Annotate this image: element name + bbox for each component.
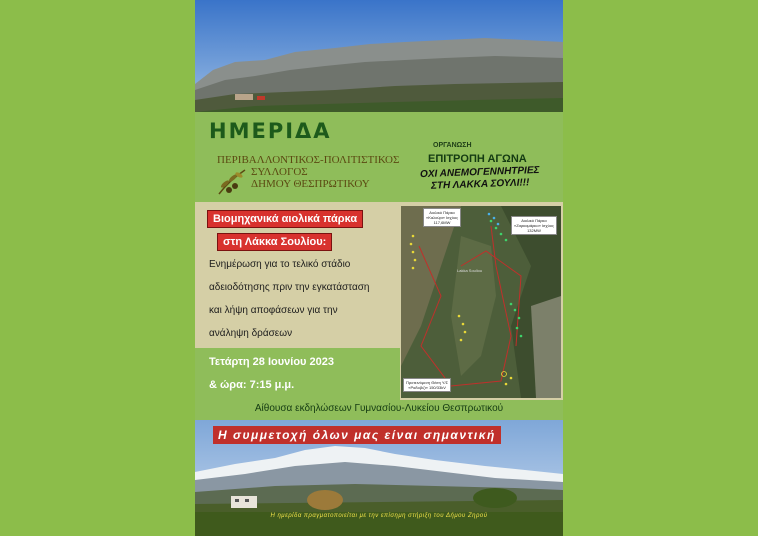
association-name-line-1: ΠΕΡΙΒΑΛΛΟΝΤΙΚΟΣ-ΠΟΛΙΤΙΣΤΙΚΟΣ [217, 154, 400, 166]
participation-banner: Η συμμετοχή όλων μας είναι σημαντική [213, 426, 501, 444]
event-venue: Αίθουσα εκδηλώσεων Γυμνασίου-Λυκείου Θεσπρωτικού [254, 403, 504, 414]
topic-label-line-1: Βιομηχανικά αιολικά πάρκα [207, 210, 363, 228]
description-line-1: Ενημέρωση για το τελικό στάδιο [209, 259, 351, 270]
description-line-2: αδειοδότησης πριν την εγκατάσταση [209, 282, 370, 293]
association-name-line-3: ΔΗΜΟΥ ΘΕΣΠΡΩΤΙΚΟΥ [251, 178, 370, 190]
olive-branch-logo [215, 166, 249, 203]
committee-name: ΕΠΙΤΡΟΠΗ ΑΓΩΝΑ [428, 153, 527, 165]
map-center-label: Lakka Souliou [457, 268, 483, 273]
organization-label: ΟΡΓΑΝΩΣΗ [433, 142, 472, 149]
event-date: Τετάρτη 28 Ιουνίου 2023 [209, 356, 334, 368]
support-footnote: Η ημερίδα πραγματοποιείται με την επίσημη στήριξη του Δήμου Ζηρού [270, 513, 488, 519]
event-poster [195, 0, 563, 536]
slogan-line-1: ΟΧΙ ΑΝΕΜΟΓΕΝΝΗΤΡΙΕΣ [419, 164, 540, 181]
map-label-left: Αιολικό Πάρκο «Καλούρι» Ισχύος 117,6MW [423, 208, 461, 227]
description-line-4: ανάληψη δράσεων [209, 328, 293, 339]
map-label-right: Αιολικό Πάρκο «Ζαρκαμάρκο» Ισχύος 132MW [511, 216, 557, 235]
slogan-line-2: ΣΤΗ ΛΑΚΚΑ ΣΟΥΛΙ!!! [430, 177, 530, 192]
topic-label-line-2: στη Λάκκα Σουλίου: [217, 233, 332, 251]
description-line-3: και λήψη αποφάσεων για την [209, 305, 338, 316]
top-mountain-photo [195, 0, 563, 128]
map-label-bottom: Προτεινόμενη Θέση Υ/Σ «Ραδοβιζι» 150/33kV [403, 378, 451, 392]
poster-title: ΗΜΕΡΙΔΑ [209, 119, 332, 143]
wind-farm-map [401, 206, 561, 398]
event-time: & ώρα: 7:15 μ.μ. [209, 379, 295, 391]
association-name-line-2: ΣΥΛΛΟΓΟΣ [251, 166, 308, 178]
